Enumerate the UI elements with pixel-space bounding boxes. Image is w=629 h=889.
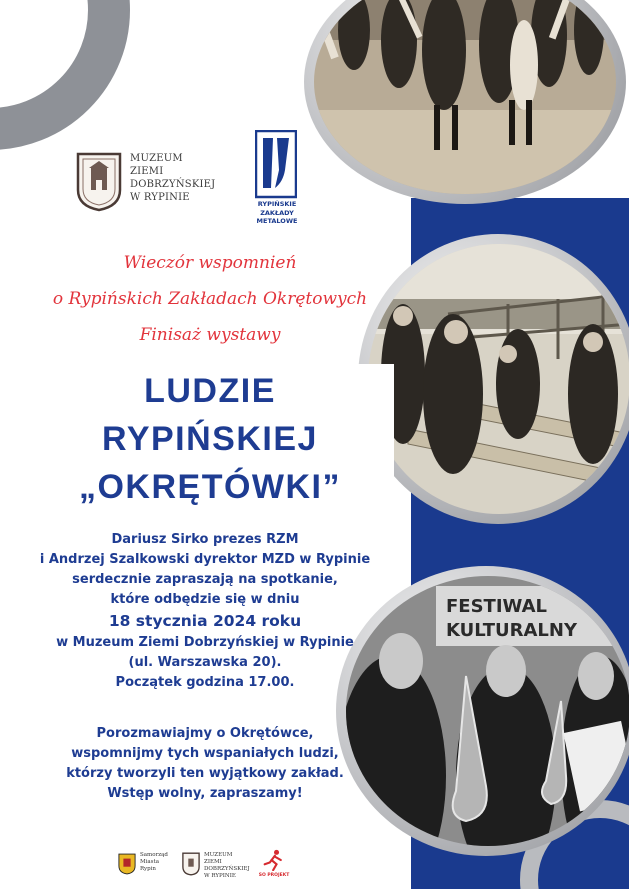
rzm-name-line: METALOWE: [256, 217, 298, 225]
samorzad-logo: [118, 851, 188, 881]
museum-emblem-icon: [74, 150, 124, 212]
title-line2: RYPIŃSKIEJ: [102, 420, 318, 458]
invitation-text: [20, 530, 390, 693]
invitation-line: serdecznie zapraszają na spotkanie,: [72, 572, 338, 587]
rzm-logo: [250, 130, 310, 230]
photo-workers-timber: [368, 244, 629, 514]
invitation-line: i Andrzej Szalkowski dyrektor MZD w Rypinie: [39, 552, 371, 567]
festival-banner-line2: KULTURALNY: [446, 620, 577, 641]
samorzad-line: Miasta: [140, 859, 159, 865]
invitation-line: Dariusz Sirko prezes RZM: [111, 532, 299, 547]
so-projekt-label: SO PROJEKT: [258, 873, 290, 878]
closing-line: którzy tworzyli ten wyjątkowy zakład.: [66, 766, 344, 781]
footer-museum-emblem-icon: [182, 852, 200, 876]
museum-name-line: W RYPINIE: [130, 192, 190, 203]
closing-line: Wstęp wolny, zapraszamy!: [107, 786, 303, 801]
invitation-start-time: Początek godzina 17.00.: [115, 675, 295, 690]
headline-line2: o Rypińskich Zakładach Okrętowych: [52, 289, 368, 309]
event-date: 18 stycznia 2024 roku: [108, 612, 302, 630]
samorzad-line: Samorząd: [140, 852, 168, 858]
footer-logos: [0, 845, 629, 889]
museum-name-line: MUZEUM: [130, 153, 183, 164]
footer-museum-line: W RYPINIE: [204, 873, 236, 879]
rzm-name-line: RYPIŃSKIE: [257, 200, 297, 208]
closing-line: wspomnijmy tych wspaniałych ludzi,: [71, 746, 339, 761]
festival-banner-line1: FESTIWAL: [446, 596, 547, 617]
footer-museum-line: DOBRZYŃSKIEJ: [204, 866, 250, 872]
closing-text: [20, 724, 390, 804]
footer-museum-line: MUZEUM: [204, 852, 233, 858]
museum-name-line: ZIEMI: [130, 166, 164, 177]
rzm-name-line: ZAKŁADY: [260, 208, 294, 217]
title-line1: LUDZIE: [144, 372, 276, 410]
invitation-line: (ul. Warszawska 20).: [128, 655, 282, 670]
footer-museum-logo: [182, 850, 252, 882]
invitation-line: w Muzeum Ziemi Dobrzyńskiej w Rypinie: [56, 635, 354, 650]
runner-icon: [260, 849, 288, 871]
samorzad-line: Rypin: [140, 866, 156, 872]
rzm-name: [250, 200, 304, 226]
museum-name: [130, 152, 240, 204]
rzm-emblem-icon: [255, 130, 297, 200]
museum-logo: [74, 148, 234, 214]
closing-line: Porozmawiajmy o Okrętówce,: [96, 726, 314, 741]
headline-line3: Finisaż wystawy: [139, 325, 281, 345]
so-projekt-logo: [257, 849, 291, 883]
title-line3: „OKRĘTÓWKI”: [78, 468, 342, 506]
rypin-coat-of-arms-icon: [118, 853, 136, 875]
headline-line1: Wieczór wspomnień: [123, 253, 297, 273]
decorative-grey-arc: [0, 0, 130, 150]
invitation-line: które odbędzie się w dniu: [110, 592, 300, 607]
footer-museum-line: ZIEMI: [204, 859, 222, 865]
museum-name-line: DOBRZYŃSKIEJ: [130, 179, 216, 190]
